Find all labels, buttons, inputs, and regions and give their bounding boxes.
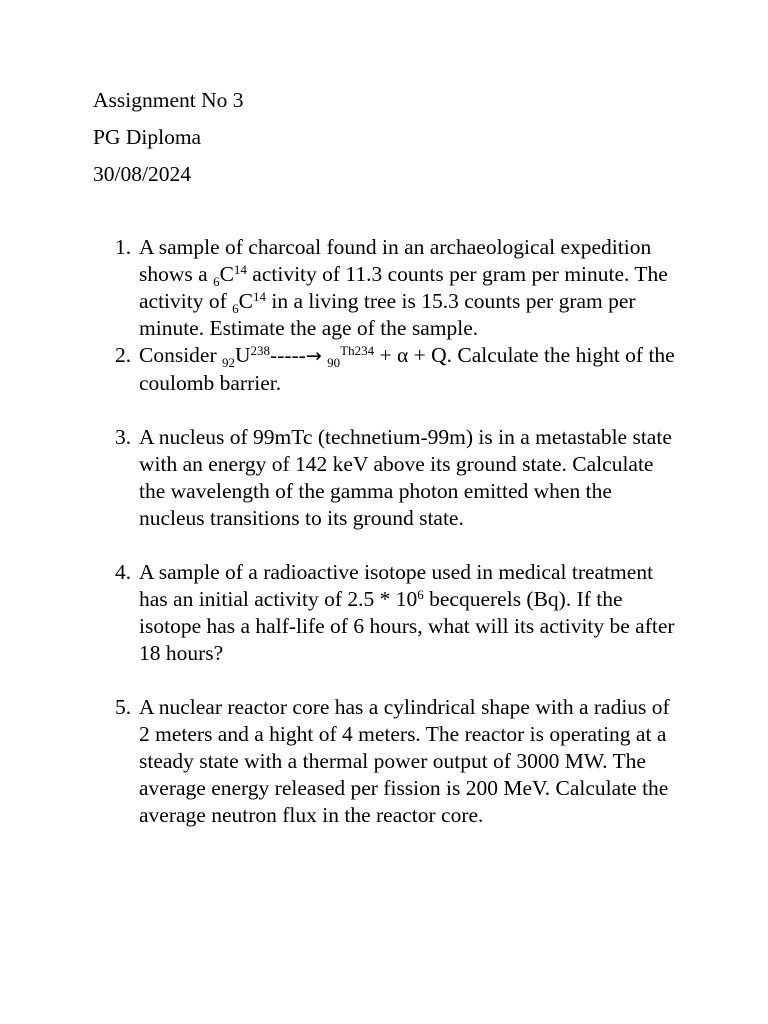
question-5 bbox=[0, 694, 679, 829]
atomic-number-subscript: 6 bbox=[232, 300, 239, 316]
question-number: 2. bbox=[115, 343, 132, 367]
exponent-superscript: 6 bbox=[417, 586, 424, 602]
atomic-number-subscript: 6 bbox=[213, 273, 220, 289]
question-text: A nuclear reactor core has a cylindrical shape with a radius of 2 meters and a hight of 4 meters. The reactor is operating at a steady state with a thermal power output of 3000 MW. The average energy released per fission is 200 MeV. Calculate the average neutron flux in the reactor core. bbox=[139, 695, 670, 827]
question-text: + α + Q. Calculate the hight of the coulomb barrier. bbox=[139, 343, 675, 395]
mass-number-superscript: 14 bbox=[233, 261, 247, 277]
question-number: 5. bbox=[115, 695, 132, 719]
mass-number-superscript: 14 bbox=[252, 288, 266, 304]
question-text: in a living tree is 15.3 counts per gram per minute. Estimate the age of the sample. bbox=[139, 289, 636, 340]
atomic-number-subscript: 92 bbox=[222, 354, 236, 370]
question-4 bbox=[0, 559, 679, 667]
question-number: 4. bbox=[115, 560, 132, 584]
reaction-arrow-icon: → bbox=[305, 345, 322, 367]
question-text: activity of 11.3 counts per gram per minute. The activity of bbox=[139, 262, 668, 313]
question-text: A sample of charcoal found in an archaeological expedition shows a bbox=[139, 235, 652, 286]
assignment-title: Assignment No 3 bbox=[93, 88, 244, 112]
mass-number-superscript: 238 bbox=[250, 342, 271, 358]
document-header bbox=[93, 86, 244, 197]
question-text: A nucleus of 99mTc (technetium-99m) is in a metastable state with an energy of 142 keV above its ground state. Calculate the wavelength of the gamma photon emitted when the nucleus transitions to its ground state. bbox=[139, 425, 672, 530]
question-text: Consider bbox=[139, 343, 223, 367]
question-number: 1. bbox=[115, 235, 132, 259]
question-3 bbox=[0, 424, 679, 532]
element-symbol: U bbox=[235, 343, 251, 367]
atomic-number-subscript: 90 bbox=[327, 354, 341, 370]
question-2 bbox=[0, 342, 679, 397]
question-text: A sample of a radioactive isotope used in medical treatment has an initial activity of 2.5 * 10 bbox=[139, 560, 654, 611]
element-symbol: C bbox=[219, 262, 234, 286]
element-symbol: C bbox=[238, 289, 253, 313]
question-1 bbox=[0, 234, 679, 342]
question-number: 3. bbox=[115, 425, 132, 449]
reaction-dashes: ----- bbox=[270, 343, 306, 367]
course-name: PG Diploma bbox=[93, 125, 202, 149]
product-superscript: Th234 bbox=[340, 342, 375, 358]
assignment-date: 30/08/2024 bbox=[93, 162, 191, 186]
question-text: becquerels (Bq). If the isotope has a half-life of 6 hours, what will its activity be after 18 hours? bbox=[139, 587, 675, 665]
question-list bbox=[0, 234, 768, 829]
